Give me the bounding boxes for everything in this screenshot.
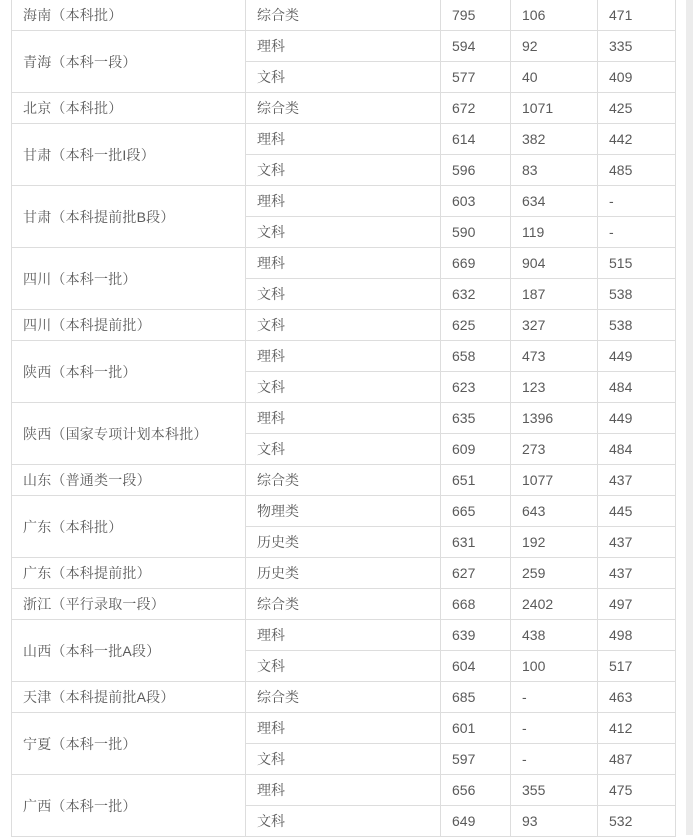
score-value-cell: 463 (598, 682, 676, 713)
score-value-cell: - (511, 744, 598, 775)
category-cell: 历史类 (246, 558, 441, 589)
category-cell: 文科 (246, 744, 441, 775)
score-value-cell: 604 (441, 651, 511, 682)
score-value-cell: 577 (441, 62, 511, 93)
category-cell: 文科 (246, 217, 441, 248)
table-row (12, 403, 676, 434)
table-row (12, 341, 676, 372)
score-value-cell: 475 (598, 775, 676, 806)
score-value-cell: - (511, 682, 598, 713)
score-value-cell: 40 (511, 62, 598, 93)
score-value-cell: 100 (511, 651, 598, 682)
score-value-cell: 273 (511, 434, 598, 465)
province-cell: 陕西（本科一批） (12, 341, 246, 403)
score-table-body (12, 0, 676, 837)
score-value-cell: 498 (598, 620, 676, 651)
table-row (12, 620, 676, 651)
score-value-cell: 409 (598, 62, 676, 93)
score-value-cell: 639 (441, 620, 511, 651)
province-cell: 陕西（国家专项计划本科批） (12, 403, 246, 465)
province-cell: 四川（本科一批） (12, 248, 246, 310)
score-value-cell: 596 (441, 155, 511, 186)
score-value-cell: 623 (441, 372, 511, 403)
category-cell: 理科 (246, 248, 441, 279)
score-value-cell: 123 (511, 372, 598, 403)
score-value-cell: 904 (511, 248, 598, 279)
province-cell: 山东（普通类一段） (12, 465, 246, 496)
province-cell: 海南（本科批） (12, 0, 246, 31)
category-cell: 理科 (246, 403, 441, 434)
admission-scores-table-container (11, 0, 676, 837)
score-value-cell: 484 (598, 372, 676, 403)
score-value-cell: 685 (441, 682, 511, 713)
score-value-cell: 437 (598, 527, 676, 558)
admission-scores-table (11, 0, 676, 837)
category-cell: 历史类 (246, 527, 441, 558)
score-value-cell: 635 (441, 403, 511, 434)
province-cell: 山西（本科一批A段） (12, 620, 246, 682)
province-cell: 浙江（平行录取一段） (12, 589, 246, 620)
category-cell: 综合类 (246, 682, 441, 713)
score-value-cell: 517 (598, 651, 676, 682)
score-value-cell: 795 (441, 0, 511, 31)
score-value-cell: 597 (441, 744, 511, 775)
score-value-cell: 187 (511, 279, 598, 310)
score-value-cell: 609 (441, 434, 511, 465)
score-value-cell: 614 (441, 124, 511, 155)
score-value-cell: - (598, 186, 676, 217)
score-value-cell: 487 (598, 744, 676, 775)
score-value-cell: 106 (511, 0, 598, 31)
category-cell: 理科 (246, 775, 441, 806)
province-cell: 广东（本科提前批） (12, 558, 246, 589)
category-cell: 文科 (246, 62, 441, 93)
score-value-cell: 632 (441, 279, 511, 310)
category-cell: 综合类 (246, 0, 441, 31)
score-value-cell: 627 (441, 558, 511, 589)
table-row (12, 682, 676, 713)
province-cell: 四川（本科提前批） (12, 310, 246, 341)
table-row (12, 310, 676, 341)
score-value-cell: 445 (598, 496, 676, 527)
score-value-cell: 625 (441, 310, 511, 341)
score-value-cell: - (598, 217, 676, 248)
score-value-cell: 355 (511, 775, 598, 806)
table-row (12, 496, 676, 527)
table-row (12, 124, 676, 155)
score-value-cell: 594 (441, 31, 511, 62)
table-row (12, 93, 676, 124)
category-cell: 文科 (246, 806, 441, 837)
province-cell: 广西（本科一批） (12, 775, 246, 837)
table-row (12, 589, 676, 620)
province-cell: 甘肃（本科一批I段） (12, 124, 246, 186)
score-value-cell: 603 (441, 186, 511, 217)
score-value-cell: - (511, 713, 598, 744)
category-cell: 理科 (246, 124, 441, 155)
score-value-cell: 668 (441, 589, 511, 620)
score-value-cell: 437 (598, 558, 676, 589)
score-value-cell: 538 (598, 310, 676, 341)
province-cell: 青海（本科一段） (12, 31, 246, 93)
score-value-cell: 651 (441, 465, 511, 496)
category-cell: 理科 (246, 186, 441, 217)
category-cell: 理科 (246, 713, 441, 744)
category-cell: 综合类 (246, 465, 441, 496)
table-row (12, 186, 676, 217)
score-value-cell: 425 (598, 93, 676, 124)
score-value-cell: 1071 (511, 93, 598, 124)
score-value-cell: 631 (441, 527, 511, 558)
table-row (12, 775, 676, 806)
score-value-cell: 665 (441, 496, 511, 527)
score-value-cell: 656 (441, 775, 511, 806)
page-background-strip (686, 0, 693, 835)
score-value-cell: 634 (511, 186, 598, 217)
score-value-cell: 437 (598, 465, 676, 496)
category-cell: 文科 (246, 434, 441, 465)
score-value-cell: 601 (441, 713, 511, 744)
score-value-cell: 412 (598, 713, 676, 744)
table-row (12, 558, 676, 589)
score-value-cell: 590 (441, 217, 511, 248)
score-value-cell: 119 (511, 217, 598, 248)
score-value-cell: 438 (511, 620, 598, 651)
category-cell: 文科 (246, 155, 441, 186)
category-cell: 文科 (246, 279, 441, 310)
score-value-cell: 538 (598, 279, 676, 310)
score-value-cell: 1077 (511, 465, 598, 496)
province-cell: 北京（本科批） (12, 93, 246, 124)
score-value-cell: 485 (598, 155, 676, 186)
score-value-cell: 643 (511, 496, 598, 527)
score-value-cell: 2402 (511, 589, 598, 620)
score-value-cell: 83 (511, 155, 598, 186)
score-value-cell: 93 (511, 806, 598, 837)
category-cell: 文科 (246, 372, 441, 403)
table-row (12, 465, 676, 496)
score-value-cell: 192 (511, 527, 598, 558)
table-row (12, 31, 676, 62)
score-value-cell: 515 (598, 248, 676, 279)
score-value-cell: 471 (598, 0, 676, 31)
province-cell: 甘肃（本科提前批B段） (12, 186, 246, 248)
category-cell: 理科 (246, 31, 441, 62)
score-value-cell: 449 (598, 403, 676, 434)
province-cell: 天津（本科提前批A段） (12, 682, 246, 713)
score-value-cell: 484 (598, 434, 676, 465)
table-row (12, 713, 676, 744)
score-value-cell: 259 (511, 558, 598, 589)
category-cell: 理科 (246, 620, 441, 651)
score-value-cell: 442 (598, 124, 676, 155)
score-value-cell: 1396 (511, 403, 598, 434)
province-cell: 宁夏（本科一批） (12, 713, 246, 775)
category-cell: 物理类 (246, 496, 441, 527)
score-value-cell: 449 (598, 341, 676, 372)
score-value-cell: 473 (511, 341, 598, 372)
score-value-cell: 658 (441, 341, 511, 372)
category-cell: 文科 (246, 310, 441, 341)
score-value-cell: 382 (511, 124, 598, 155)
category-cell: 综合类 (246, 589, 441, 620)
table-row (12, 0, 676, 31)
score-value-cell: 497 (598, 589, 676, 620)
category-cell: 综合类 (246, 93, 441, 124)
category-cell: 文科 (246, 651, 441, 682)
score-value-cell: 649 (441, 806, 511, 837)
score-value-cell: 92 (511, 31, 598, 62)
score-value-cell: 672 (441, 93, 511, 124)
province-cell: 广东（本科批） (12, 496, 246, 558)
category-cell: 理科 (246, 341, 441, 372)
score-value-cell: 327 (511, 310, 598, 341)
score-value-cell: 532 (598, 806, 676, 837)
score-value-cell: 669 (441, 248, 511, 279)
table-row (12, 248, 676, 279)
score-value-cell: 335 (598, 31, 676, 62)
